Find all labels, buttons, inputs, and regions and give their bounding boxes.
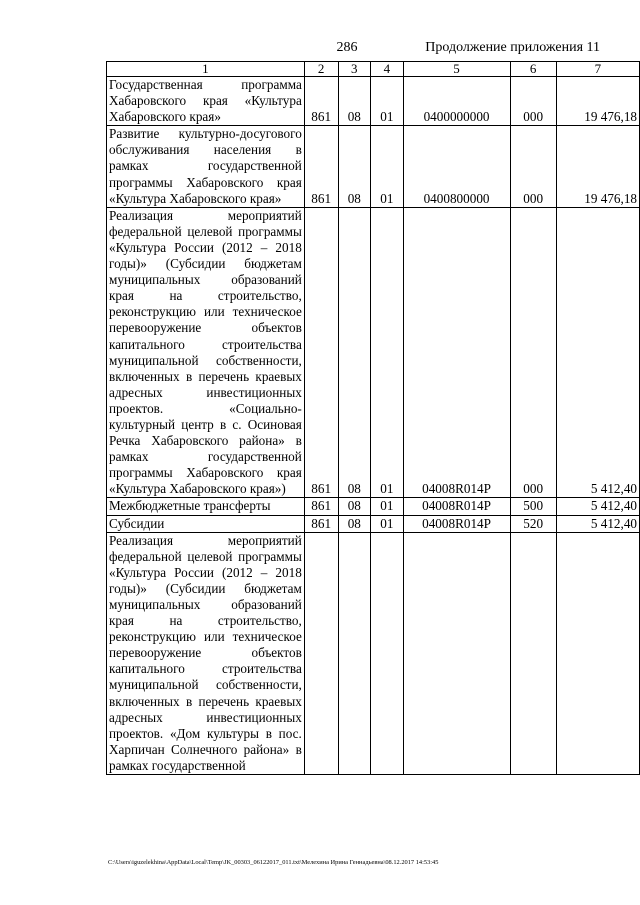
cell-expense-type: 520 <box>510 515 556 532</box>
cell-target-article: 0400800000 <box>403 126 510 207</box>
table-row <box>107 126 640 207</box>
budget-table <box>106 61 640 775</box>
cell-target-article: 0400000000 <box>403 77 510 126</box>
column-header: 1 <box>107 62 305 77</box>
cell-section: 08 <box>338 207 371 498</box>
cell-amount: 19 476,18 <box>556 126 639 207</box>
cell-admin-code: 861 <box>304 515 338 532</box>
column-header: 4 <box>371 62 404 77</box>
cell-expense-type: 000 <box>510 126 556 207</box>
cell-admin-code: 861 <box>304 77 338 126</box>
cell-target-article <box>403 532 510 774</box>
row-name: Межбюджетные трансферты <box>107 498 305 515</box>
row-name: Государственная программа Хабаровского края «Культура Хабаровского края» <box>107 77 305 126</box>
row-name: Субсидии <box>107 515 305 532</box>
cell-target-article: 04008R014P <box>403 207 510 498</box>
cell-section <box>338 532 371 774</box>
row-name: Развитие культурно-досугового обслуживания населения в рамках государственной программы Хабаровского края «Культура Хабаровского края» <box>107 126 305 207</box>
table-row <box>107 207 640 498</box>
page-number: 286 <box>336 40 358 55</box>
column-header: 6 <box>510 62 556 77</box>
cell-subsection: 01 <box>371 126 404 207</box>
cell-expense-type: 000 <box>510 207 556 498</box>
cell-subsection: 01 <box>371 77 404 126</box>
column-header: 7 <box>556 62 639 77</box>
continuation-label: Продолжение приложения 11 <box>425 40 600 55</box>
column-header: 2 <box>304 62 338 77</box>
cell-amount: 5 412,40 <box>556 515 639 532</box>
column-header: 3 <box>338 62 371 77</box>
cell-expense-type: 000 <box>510 77 556 126</box>
cell-target-article: 04008R014P <box>403 515 510 532</box>
table-row <box>107 498 640 515</box>
cell-section: 08 <box>338 498 371 515</box>
table-row <box>107 515 640 532</box>
cell-target-article: 04008R014P <box>403 498 510 515</box>
cell-subsection <box>371 532 404 774</box>
cell-amount: 19 476,18 <box>556 77 639 126</box>
row-name: Реализация мероприятий федеральной целевой программы «Культура России (2012 – 2018 годы)» (Субсидии бюджетам муниципальных образований края на строительство, реконструкцию или техническое перевооружение объектов капитального строительства муниципальной собственности, включенных в перечень краевых адресных инвестиционных проектов. «Социально-культурный центр в с. Осиновая Речка Хабаровского района» в рамках государственной программы Хабаровского края «Культура Хабаровского края») <box>107 207 305 498</box>
table-row <box>107 77 640 126</box>
cell-admin-code <box>304 532 338 774</box>
cell-subsection: 01 <box>371 515 404 532</box>
footer-file-path: C:\Users\iguzelekhina\AppData\Local\Temp\JK_00303_06122017_011.txt\Мелехина Ирина Геннадьевна\08.12.2017 14:53:45 <box>108 859 439 866</box>
cell-section: 08 <box>338 77 371 126</box>
cell-expense-type: 500 <box>510 498 556 515</box>
table-row <box>107 532 640 774</box>
cell-subsection: 01 <box>371 498 404 515</box>
cell-section: 08 <box>338 126 371 207</box>
cell-section: 08 <box>338 515 371 532</box>
column-header: 5 <box>403 62 510 77</box>
cell-expense-type <box>510 532 556 774</box>
cell-admin-code: 861 <box>304 207 338 498</box>
cell-amount: 5 412,40 <box>556 207 639 498</box>
row-name: Реализация мероприятий федеральной целевой программы «Культура России (2012 – 2018 годы)» (Субсидии бюджетам муниципальных образований края на строительство, реконструкцию или техническое перевооружение объектов капитального строительства муниципальной собственности, включенных в перечень краевых адресных инвестиционных проектов. «Дом культуры в пос. Харпичан Солнечного района» в рамках государственной <box>107 532 305 774</box>
cell-admin-code: 861 <box>304 126 338 207</box>
header-row <box>107 62 640 77</box>
cell-amount: 5 412,40 <box>556 498 639 515</box>
cell-admin-code: 861 <box>304 498 338 515</box>
cell-subsection: 01 <box>371 207 404 498</box>
cell-amount <box>556 532 639 774</box>
